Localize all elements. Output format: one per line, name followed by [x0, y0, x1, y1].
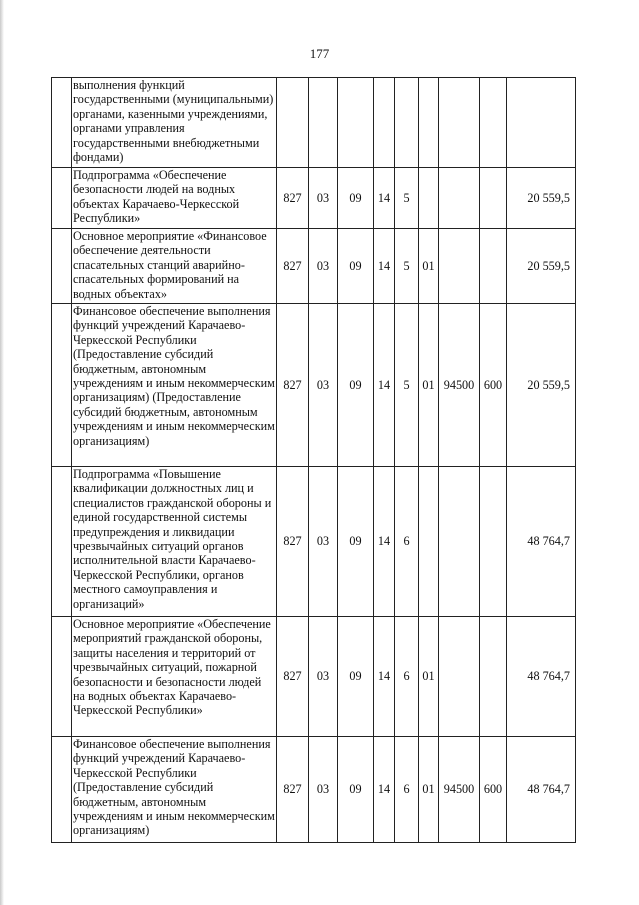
cs3-cell [419, 467, 439, 617]
row-name: Финансовое обеспечение выполнения функций учреждений Карачаево-Черкесской Республики (Предоставление субсидий бюджетным, автономным учреждениям и иным некоммерческим организациям) [72, 737, 277, 843]
vr-cell [480, 78, 507, 168]
row-name: Основное мероприятие «Финансовое обеспечение деятельности спасательных станций аварийно-спасательных формирований на водных объектах» [72, 229, 277, 304]
page-number: 177 [309, 46, 330, 61]
rz-cell: 03 [309, 737, 338, 843]
ved-cell: 827 [277, 737, 309, 843]
blank-cell [52, 229, 72, 304]
table-row [52, 737, 576, 843]
cs4-cell [439, 617, 480, 737]
row-name: Подпрограмма «Обеспечение безопасности людей на водных объектах Карачаево-Черкесской Республики» [72, 168, 277, 229]
table-row [52, 304, 576, 467]
amount-cell: 20 559,5 [507, 229, 576, 304]
pr-cell: 09 [338, 229, 374, 304]
rz-cell: 03 [309, 467, 338, 617]
cs3-cell [419, 78, 439, 168]
vr-cell [480, 229, 507, 304]
cs2-cell: 5 [395, 168, 419, 229]
table-row [52, 229, 576, 304]
ved-cell: 827 [277, 467, 309, 617]
vr-cell [480, 617, 507, 737]
rz-cell: 03 [309, 304, 338, 467]
vr-cell [480, 467, 507, 617]
ved-cell: 827 [277, 304, 309, 467]
pr-cell [338, 78, 374, 168]
pr-cell: 09 [338, 737, 374, 843]
cs4-cell: 94500 [439, 737, 480, 843]
cs3-cell [419, 168, 439, 229]
scan-edge-shadow [0, 0, 4, 905]
rz-cell [309, 78, 338, 168]
amount-cell: 48 764,7 [507, 617, 576, 737]
vr-cell: 600 [480, 737, 507, 843]
amount-cell: 20 559,5 [507, 304, 576, 467]
ved-cell [277, 78, 309, 168]
cs4-cell [439, 168, 480, 229]
amount-cell: 48 764,7 [507, 467, 576, 617]
cs4-cell [439, 229, 480, 304]
amount-cell: 20 559,5 [507, 168, 576, 229]
vr-cell [480, 168, 507, 229]
rz-cell: 03 [309, 617, 338, 737]
amount-cell [507, 78, 576, 168]
blank-cell [52, 737, 72, 843]
cs2-cell: 6 [395, 467, 419, 617]
cs3-cell: 01 [419, 617, 439, 737]
cs1-cell: 14 [374, 737, 395, 843]
rz-cell: 03 [309, 229, 338, 304]
cs2-cell [395, 78, 419, 168]
budget-table [51, 77, 576, 843]
ved-cell: 827 [277, 617, 309, 737]
row-name: Основное мероприятие «Обеспечение мероприятий гражданской обороны, защиты населения и территорий от чрезвычайных ситуаций, пожарной безопасности и безопасности людей на водных объектах Карачаево-Черкесской Республики» [72, 617, 277, 737]
blank-cell [52, 467, 72, 617]
cs1-cell: 14 [374, 168, 395, 229]
rz-cell: 03 [309, 168, 338, 229]
table-row [52, 168, 576, 229]
row-name: Подпрограмма «Повышение квалификации должностных лиц и специалистов гражданской обороны и единой государственной системы предупреждения и ликвидации чрезвычайных ситуаций органов исполнительной власти Карачаево-Черкесской Республики, органов местного самоуправления и организаций» [72, 467, 277, 617]
cs1-cell: 14 [374, 304, 395, 467]
table-row [52, 617, 576, 737]
cs1-cell [374, 78, 395, 168]
cs1-cell: 14 [374, 467, 395, 617]
cs3-cell: 01 [419, 737, 439, 843]
cs3-cell: 01 [419, 304, 439, 467]
cs4-cell [439, 467, 480, 617]
pr-cell: 09 [338, 467, 374, 617]
cs2-cell: 5 [395, 229, 419, 304]
pr-cell: 09 [338, 168, 374, 229]
cs1-cell: 14 [374, 229, 395, 304]
cs3-cell: 01 [419, 229, 439, 304]
ved-cell: 827 [277, 168, 309, 229]
pr-cell: 09 [338, 304, 374, 467]
table-row [52, 78, 576, 168]
vr-cell: 600 [480, 304, 507, 467]
table-row [52, 467, 576, 617]
blank-cell [52, 304, 72, 467]
cs4-cell: 94500 [439, 304, 480, 467]
row-name: Финансовое обеспечение выполнения функций учреждений Карачаево-Черкесской Республики (Предоставление субсидий бюджетным, автономным учреждениям и иным некоммерческим организациям) (Предоставление субсидий бюджетным, автономным учреждениям и иным некоммерческим организациям) [72, 304, 277, 467]
blank-cell [52, 78, 72, 168]
row-name: выполнения функций государственными (муниципальными) органами, казенными учреждениями, органами управления государственными внебюджетными фондами) [72, 78, 277, 168]
pr-cell: 09 [338, 617, 374, 737]
cs2-cell: 5 [395, 304, 419, 467]
ved-cell: 827 [277, 229, 309, 304]
blank-cell [52, 617, 72, 737]
cs2-cell: 6 [395, 737, 419, 843]
cs4-cell [439, 78, 480, 168]
cs2-cell: 6 [395, 617, 419, 737]
amount-cell: 48 764,7 [507, 737, 576, 843]
blank-cell [52, 168, 72, 229]
cs1-cell: 14 [374, 617, 395, 737]
